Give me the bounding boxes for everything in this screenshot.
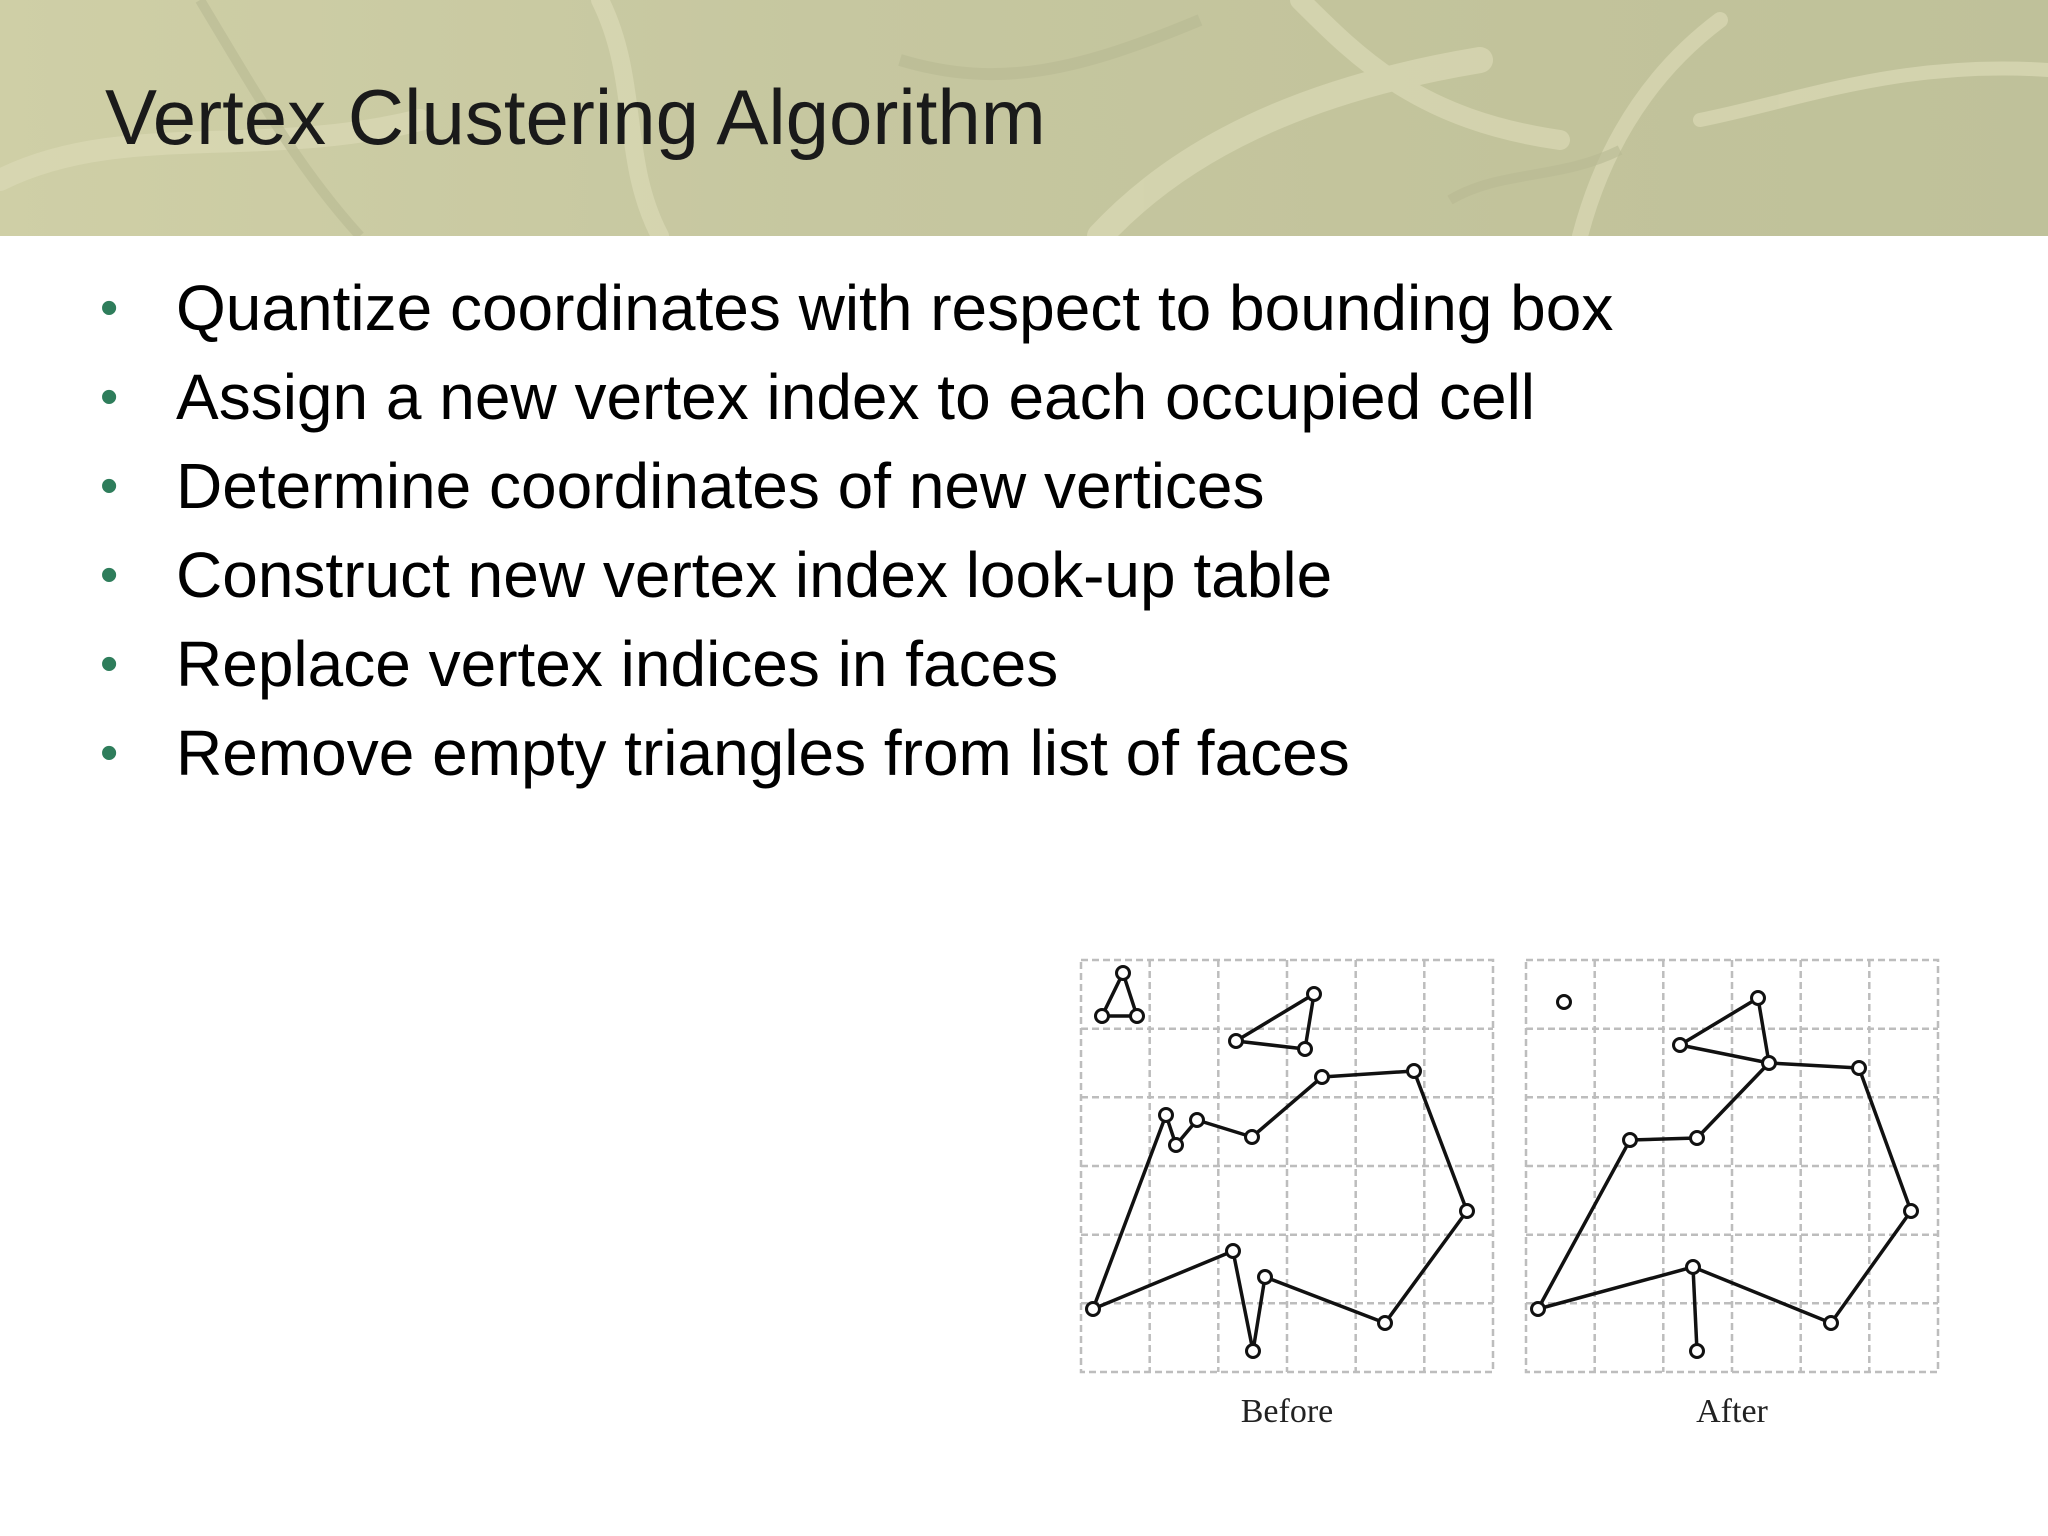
after-diagram xyxy=(1526,960,1938,1430)
after-grid xyxy=(1526,960,1938,1372)
bullet-text: Determine coordinates of new vertices xyxy=(176,450,1265,522)
bullet-icon: • xyxy=(100,457,119,515)
bullet-icon: • xyxy=(100,368,119,426)
before-vertices xyxy=(1087,967,1474,1358)
before-label: Before xyxy=(1240,1393,1334,1430)
bullet-icon: • xyxy=(100,724,119,782)
bullet-icon: • xyxy=(100,279,119,337)
bullet-text: Quantize coordinates with respect to bounding box xyxy=(176,272,1614,344)
bullet-item xyxy=(100,264,1613,353)
bullet-icon: • xyxy=(100,546,119,604)
bullet-item xyxy=(100,442,1613,531)
bullet-item xyxy=(100,531,1613,620)
before-diagram xyxy=(1081,960,1493,1430)
bullet-icon: • xyxy=(100,635,119,693)
bullet-item xyxy=(100,353,1613,442)
bullet-item xyxy=(100,709,1613,798)
bullet-item xyxy=(100,620,1613,709)
vertex-clustering-figure xyxy=(1075,950,1975,1440)
after-label: After xyxy=(1696,1393,1768,1430)
title-banner xyxy=(0,0,2048,236)
bullet-text: Remove empty triangles from list of faces xyxy=(176,717,1350,789)
bullet-text: Replace vertex indices in faces xyxy=(176,628,1059,700)
bullet-text: Construct new vertex index look-up table xyxy=(176,539,1333,611)
before-grid xyxy=(1081,960,1493,1372)
bullet-text: Assign a new vertex index to each occupied cell xyxy=(176,361,1535,433)
slide-title: Vertex Clustering Algorithm xyxy=(105,73,1046,161)
bullet-list xyxy=(100,264,1613,798)
